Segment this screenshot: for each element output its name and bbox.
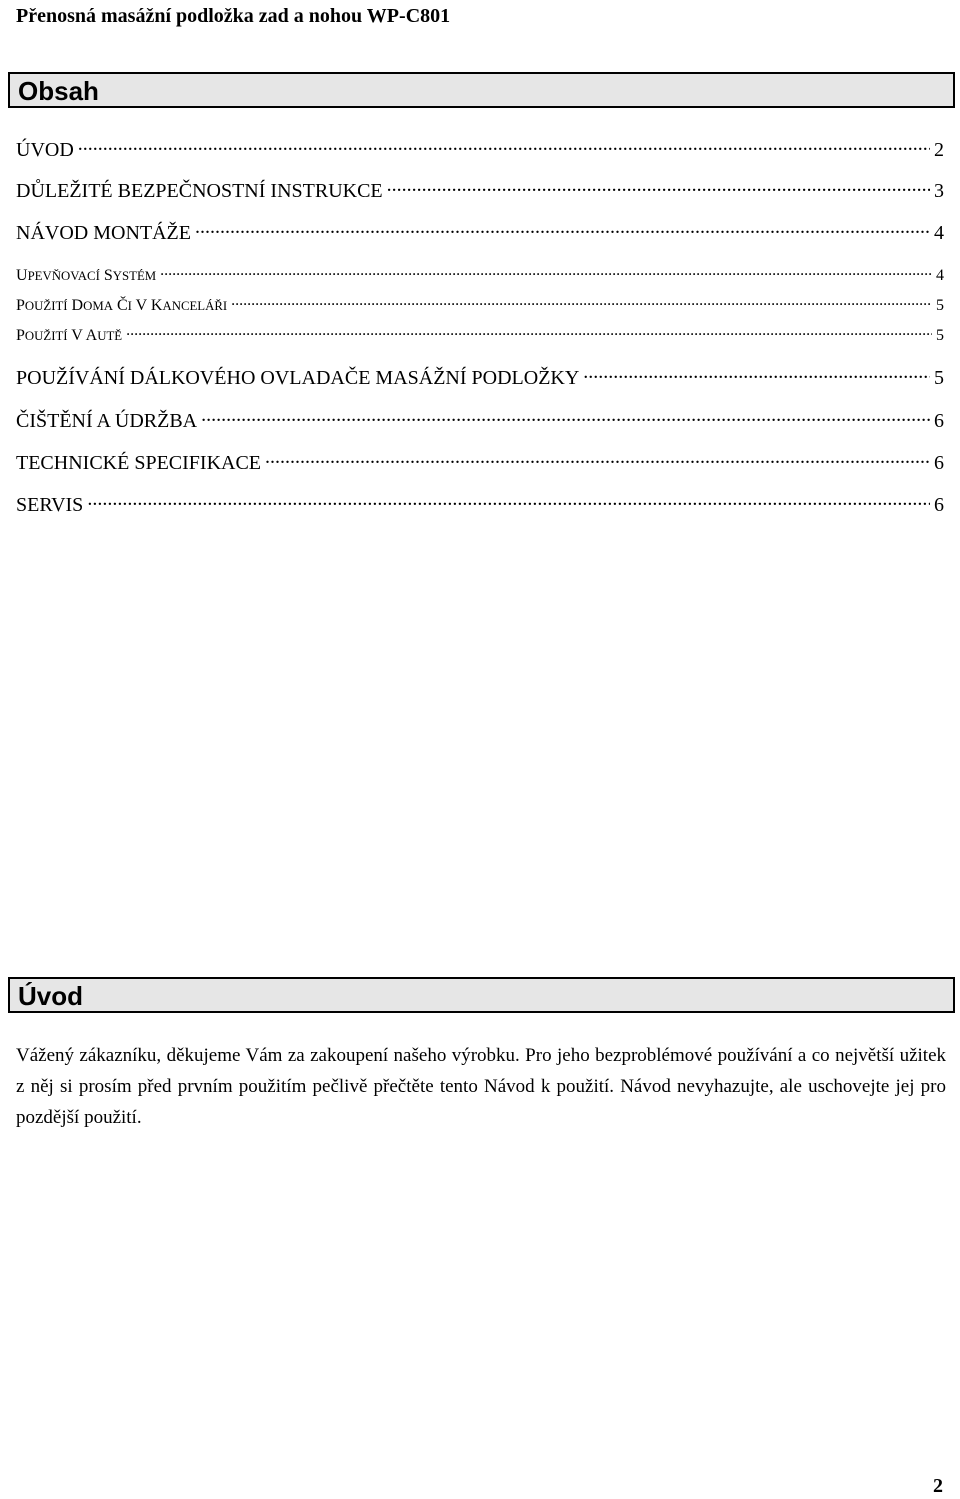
toc-entry-page: 4	[936, 267, 944, 284]
toc-entry-cisteni-udrzba[interactable]	[16, 407, 944, 433]
document-title: Přenosná masážní podložka zad a nohou WP-C801	[16, 5, 451, 27]
toc-entry-label: NÁVOD MONTÁŽE	[16, 222, 191, 244]
toc-entry-upevnovaci-system[interactable]	[16, 264, 944, 285]
page-number: 2	[933, 1475, 943, 1497]
toc-entry-label: SERVIS	[16, 494, 84, 516]
toc-entry-label: ÚVOD	[16, 139, 74, 161]
toc-leader-dots	[231, 294, 932, 310]
toc-entry-label: POUŽITÍ V AUTĚ	[16, 327, 123, 344]
toc-entry-uvod[interactable]	[16, 136, 944, 162]
toc-leader-dots	[160, 264, 932, 280]
toc-entry-servis[interactable]	[16, 491, 944, 517]
toc-entry-page: 5	[936, 297, 944, 314]
toc-entry-navod-montaze[interactable]	[16, 219, 944, 245]
toc-entry-label: DŮLEŽITÉ BEZPEČNOSTNÍ INSTRUKCE	[16, 180, 383, 202]
toc-leader-dots	[201, 407, 930, 427]
toc-entry-label: UPEVŇOVACÍ SYSTÉM	[16, 267, 157, 284]
toc-entry-page: 3	[934, 180, 944, 202]
toc-entry-dalkovy-ovladac[interactable]	[16, 364, 944, 390]
toc-leader-dots	[195, 219, 930, 239]
toc-entry-page: 5	[936, 327, 944, 344]
toc-entry-page: 6	[934, 452, 944, 474]
toc-leader-dots	[387, 177, 930, 197]
toc-entry-label: POUŽÍVÁNÍ DÁLKOVÉHO OVLADAČE MASÁŽNÍ PODLOŽKY	[16, 367, 580, 389]
toc-entry-page: 5	[934, 367, 944, 389]
toc-leader-dots	[265, 449, 930, 469]
toc-entry-label: TECHNICKÉ SPECIFIKACE	[16, 452, 262, 474]
toc-entry-page: 6	[934, 494, 944, 516]
toc-entry-page: 4	[934, 222, 944, 244]
toc-entry-label: POUŽITÍ DOMA ČI V KANCELÁŘI	[16, 297, 228, 314]
toc-leader-dots	[87, 491, 930, 511]
intro-paragraph: Vážený zákazníku, děkujeme Vám za zakoupení našeho výrobku. Pro jeho bezproblémové používání a co největší užitek z něj si prosím před prvním použitím pečlivě přečtěte tento Návod k použití. Návod nevyhazujte, ale uschovejte jej pro pozdější použití.	[16, 1045, 946, 1128]
toc-entry-pouziti-doma[interactable]	[16, 294, 944, 315]
toc-entry-technicke-specifikace[interactable]	[16, 449, 944, 475]
intro-heading: Úvod	[18, 981, 83, 1011]
toc-leader-dots	[126, 324, 932, 340]
toc-entry-bezpecnostni-instrukce[interactable]	[16, 177, 944, 203]
toc-heading-box	[8, 72, 955, 108]
toc-entry-label: ČIŠTĚNÍ A ÚDRŽBA	[16, 410, 198, 432]
toc-entry-page: 2	[934, 139, 944, 161]
toc-leader-dots	[583, 364, 930, 384]
toc-heading: Obsah	[18, 76, 99, 106]
toc-entry-pouziti-v-aute[interactable]	[16, 324, 944, 345]
toc-entry-page: 6	[934, 410, 944, 432]
intro-heading-box	[8, 977, 955, 1013]
toc-leader-dots	[78, 136, 930, 156]
